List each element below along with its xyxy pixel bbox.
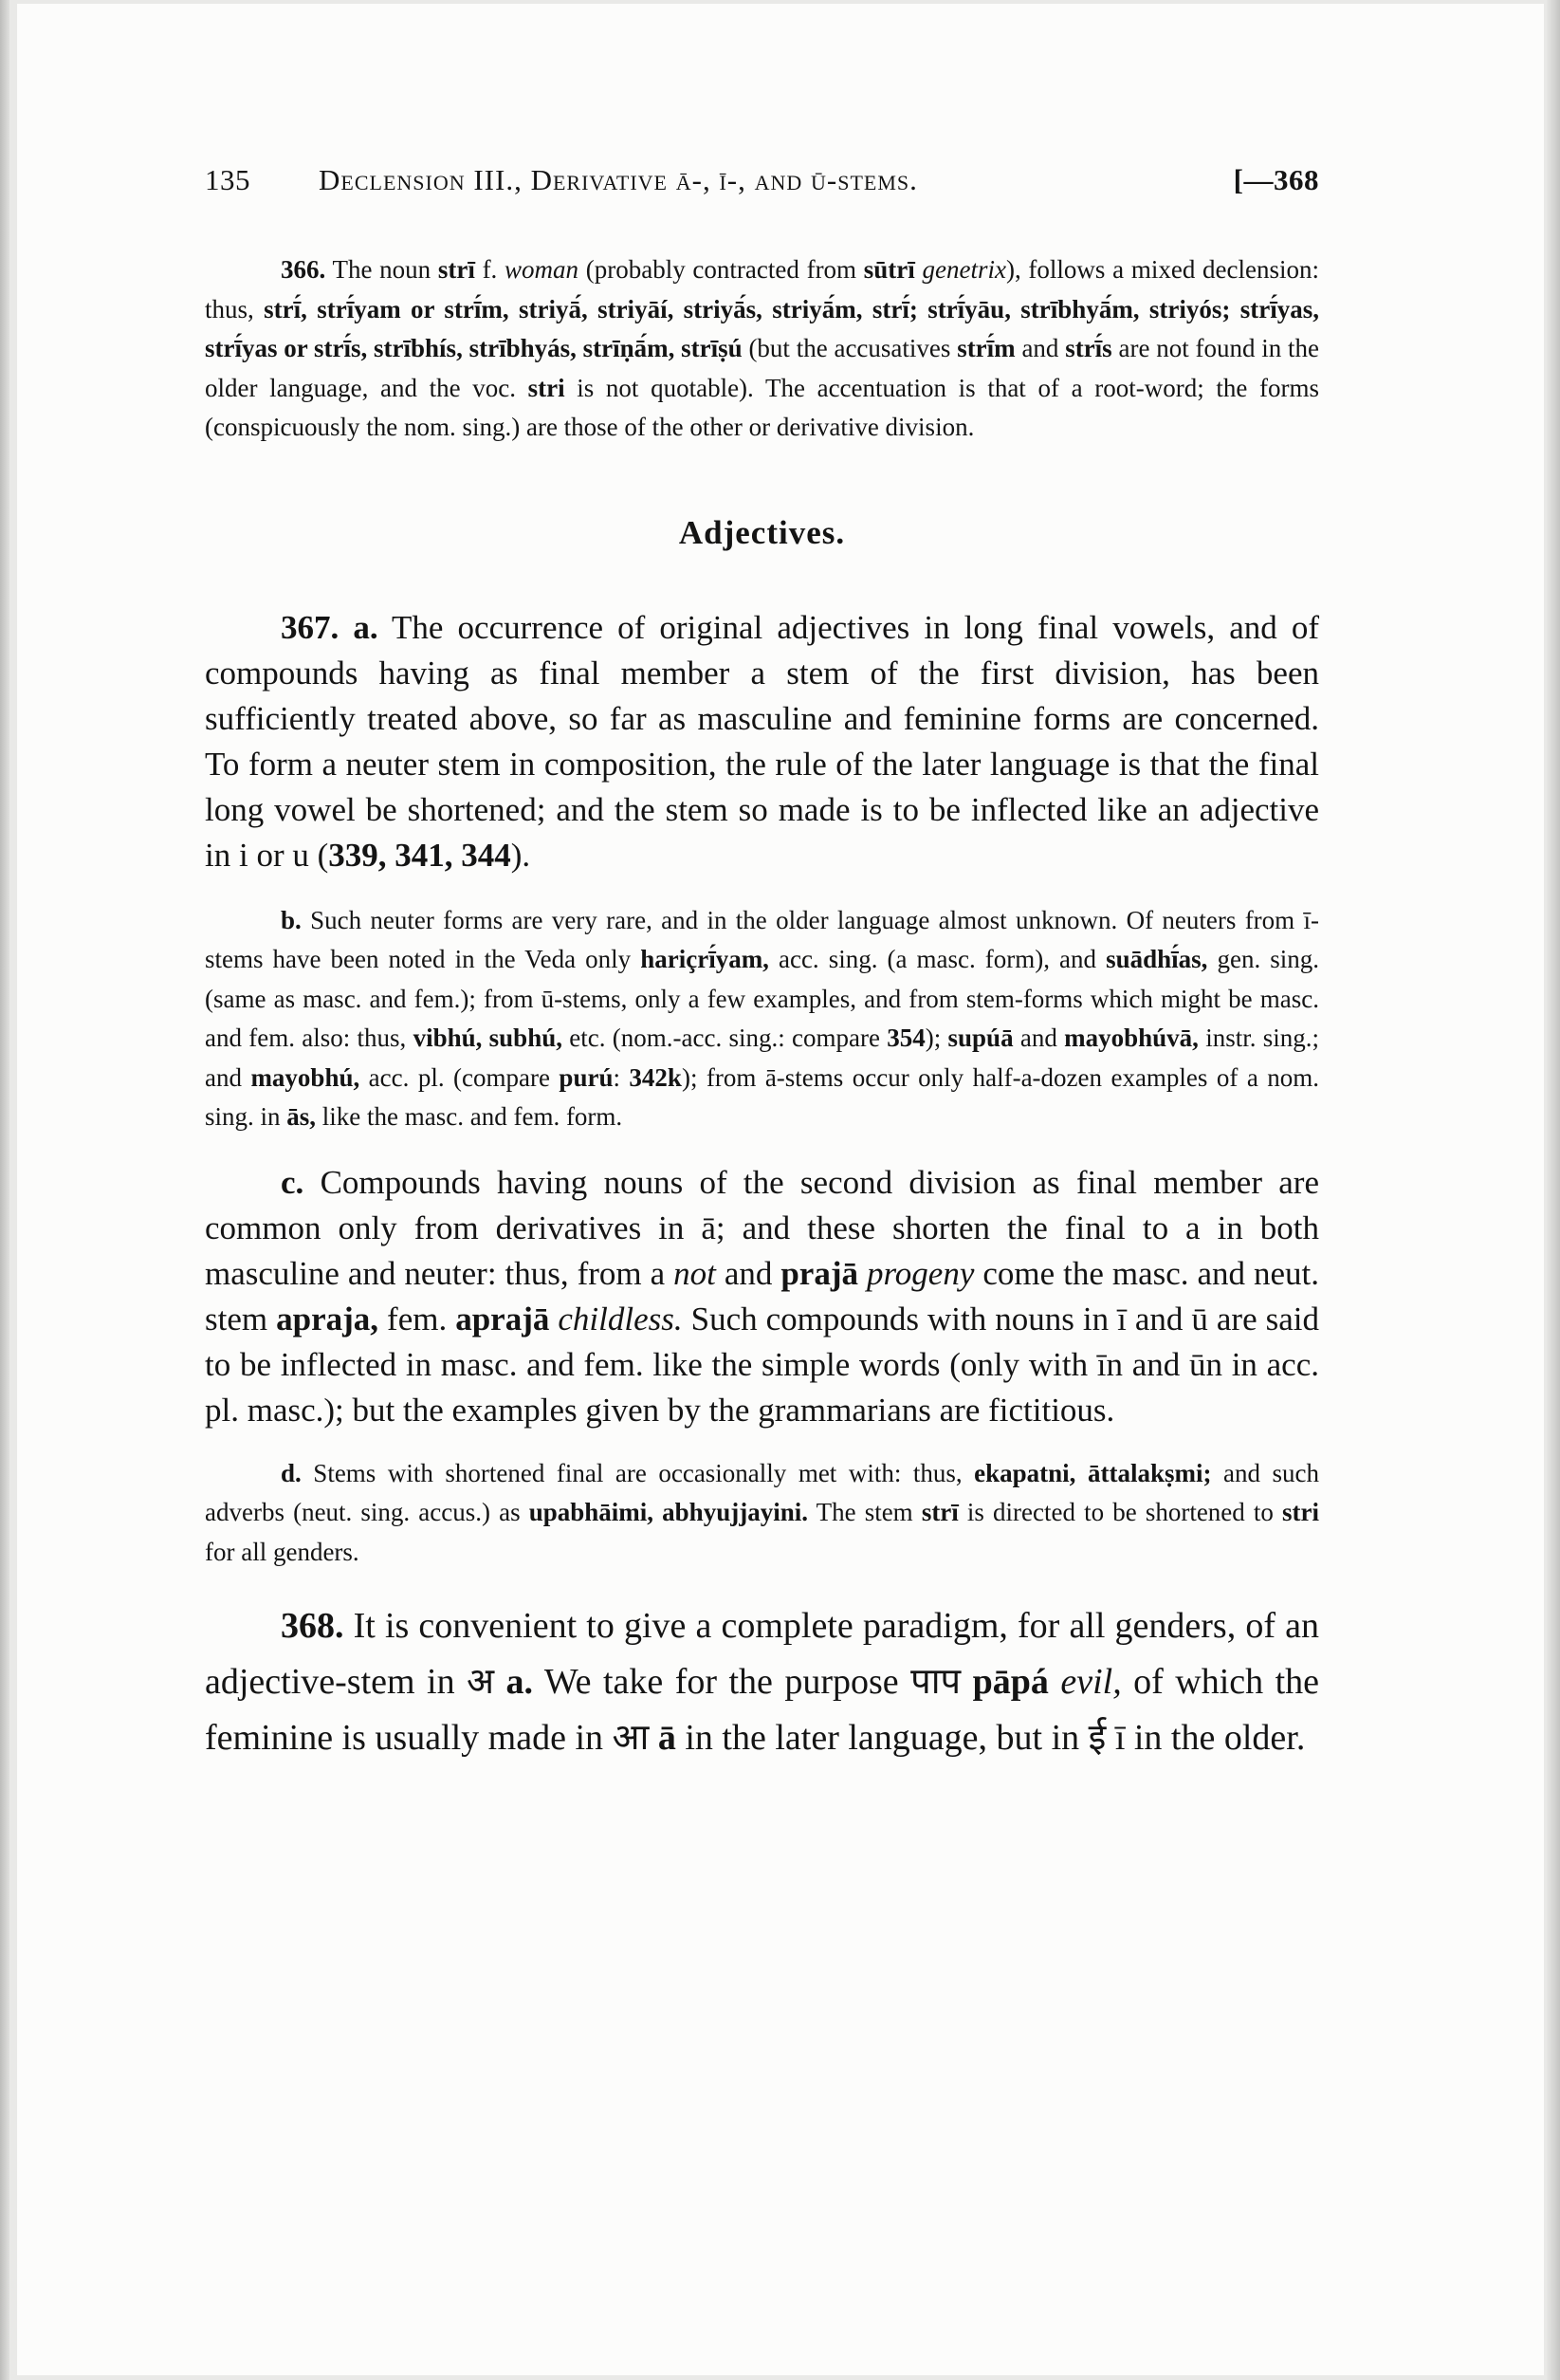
sanskrit-word: suādhī́as, [1106, 945, 1208, 973]
sanskrit-word: strī [437, 255, 475, 284]
text-run [858, 1255, 867, 1292]
running-title: Declension III., Derivative ā-, ī-, and ū-stems. [319, 163, 918, 196]
text-run: We take for the purpose [533, 1662, 911, 1702]
page-number: 135 [205, 163, 250, 196]
sanskrit-word: ā [657, 1718, 676, 1758]
text-run: in the later language, but in [675, 1718, 1089, 1758]
sanskrit-word: sūtrī [863, 255, 915, 284]
text-run: It is convenient to give a complete paradigm, for all genders, of an adjective-stem in [205, 1606, 1319, 1702]
text-run [961, 1662, 972, 1702]
text-run: The stem [807, 1498, 922, 1526]
text-run: ); from ā-stems occur only half-a-dozen examples of a nom. sing. in [205, 1062, 1319, 1131]
text-run: f. [474, 255, 505, 284]
page-content [205, 163, 1319, 1766]
text-run: ); [925, 1024, 948, 1052]
devanagari-text: अ [467, 1662, 495, 1702]
sanskrit-word: pāpá [972, 1662, 1049, 1702]
paragraph-367b [205, 901, 1319, 1137]
sanskrit-word: stri [1282, 1498, 1320, 1526]
sanskrit-word: upabhāimi, abhyujjayini. [528, 1498, 808, 1526]
text-run: Compounds having nouns of the second division as final member are common only from derivatives in ā; and these shorten the final to a in both masculine and neuter: thus, from a [205, 1163, 1319, 1292]
gloss: childless. [558, 1300, 683, 1338]
text-run: of which the feminine is usually made in [205, 1662, 1320, 1758]
section-number: 367. a. [281, 608, 378, 646]
sanskrit-word: ās, [286, 1102, 317, 1131]
text-run: are not found in the older language, and the voc. [205, 334, 1320, 402]
cross-reference: 354 [887, 1024, 926, 1052]
text-run: Such compounds with nouns in ī and ū are said to be inflected in masc. and fem. like the simple words (only with īn and ūn in acc. pl. masc.); but the examples given by the grammarians are fictitious. [205, 1300, 1320, 1429]
gloss: evil, [1060, 1662, 1122, 1702]
text-run: and such adverbs (neut. sing. accus.) as [205, 1458, 1319, 1526]
text-run: etc. (nom.-acc. sing.: compare [561, 1024, 888, 1052]
text-run: : [613, 1062, 630, 1092]
paragraph-367a [205, 605, 1319, 878]
sanskrit-word: purú [559, 1062, 614, 1092]
devanagari-text: पाप [910, 1662, 962, 1702]
text-run [649, 1718, 658, 1758]
gloss: progeny [866, 1254, 975, 1292]
devanagari-text: आ [612, 1718, 650, 1758]
sanskrit-word: strī [921, 1498, 959, 1526]
text-run: Stems with shortened final are occasionally met with: thus, [301, 1458, 975, 1487]
text-run: (probably contracted from [578, 255, 864, 284]
paragraph-366 [205, 250, 1319, 448]
section-number: 366. [281, 255, 326, 284]
section-heading-adjectives: Adjectives. [678, 513, 846, 551]
text-run: for all genders. [205, 1537, 359, 1566]
sanskrit-word: mayobhúvā, [1064, 1024, 1199, 1052]
text-run: ī in the older. [1106, 1718, 1306, 1758]
sanskrit-word: strī́m [957, 334, 1016, 362]
text-run [1049, 1662, 1060, 1702]
text-run: Such neuter forms are very rare, and in the older language almost unknown. Of neuters from ī-stems have been noted in the Veda only [205, 905, 1319, 973]
cross-references: 339, 341, 344 [328, 836, 511, 874]
text-run: gen. sing. (same as masc. and fem.); from ū-stems, only a few examples, and from stem-forms which might be masc. and fem. also: thus, [205, 945, 1319, 1052]
paragraph-368 [205, 1598, 1319, 1766]
devanagari-text: ई [1088, 1718, 1107, 1758]
text-run: fem. [378, 1300, 456, 1338]
sanskrit-word: vibhú, subhú, [413, 1024, 562, 1052]
section-number: 368. [281, 1606, 344, 1646]
sanskrit-word: aprajā [455, 1300, 550, 1338]
book-page [17, 4, 1544, 2375]
text-run: and [715, 1254, 781, 1292]
paragraph-367d [205, 1454, 1319, 1573]
text-run: and [1015, 334, 1066, 362]
section-range: [—368 [1233, 163, 1319, 196]
sanskrit-word: apraja, [276, 1300, 379, 1338]
sanskrit-word: strī́s [1065, 334, 1112, 362]
sanskrit-word: mayobhú, [250, 1062, 360, 1092]
sanskrit-word: hariçrī́yam, [640, 945, 769, 973]
sanskrit-word: prajā [780, 1254, 858, 1292]
text-run: acc. sing. (a masc. form), and [768, 945, 1107, 973]
gloss: woman [505, 255, 579, 284]
subsection-letter: c. [281, 1163, 304, 1201]
text-run: The noun [325, 255, 438, 284]
scan-edge-left [0, 0, 9, 2380]
text-run: come the masc. and neut. stem [205, 1254, 1319, 1338]
text-run: is directed to be shortened to [958, 1498, 1283, 1526]
sanskrit-word: ekapatni, āttalakṣmi; [974, 1458, 1212, 1487]
text-run: and [1013, 1024, 1065, 1052]
text-run: acc. pl. (compare [359, 1062, 560, 1092]
sanskrit-word: stri [527, 373, 565, 402]
gloss: not [673, 1254, 716, 1292]
text-run [915, 255, 923, 284]
text-run: instr. sing.; and [205, 1024, 1320, 1092]
scan-edge-right [1547, 0, 1560, 2380]
text-run: The occurrence of original adjectives in long final vowels, and of compounds having as final member a stem of the first division, has been sufficiently treated above, so far as masculine and feminine forms are concerned. To form a neuter stem in composition, the rule of the later language is that the final long vowel be shortened; and the stem so made is to be inflected like an adjective in i or u ( [205, 608, 1319, 874]
text-run [494, 1662, 505, 1702]
subsection-letter: b. [281, 905, 302, 934]
subsection-letter: d. [281, 1458, 302, 1487]
running-head [205, 163, 1319, 197]
declension-forms: strī́, strī́yam or strī́m, striyā́, striyāí, striyā́s, striyā́m, strī́; strī́yāu, strībhyā́m, striyós; strī́yas, strī́yas or strī́s, strībhís, strībhyás, strīṇā́m, strīṣú [205, 294, 1319, 362]
text-run: (but the accusatives [742, 334, 958, 362]
text-run: ). [510, 836, 531, 874]
gloss: genetrix [922, 255, 1006, 284]
cross-reference: 342k [629, 1062, 682, 1092]
sanskrit-word: a. [505, 1662, 534, 1702]
sanskrit-word: supúā [947, 1024, 1014, 1052]
paragraph-367c [205, 1160, 1319, 1433]
text-run: is not quotable). The accentuation is that of a root-word; the forms (conspicuously the nom. sing.) are those of the other or derivative division. [205, 373, 1319, 441]
text-run: ), follows a mixed declension: thus, [205, 255, 1319, 323]
text-run: like the masc. and fem. form. [316, 1102, 623, 1131]
